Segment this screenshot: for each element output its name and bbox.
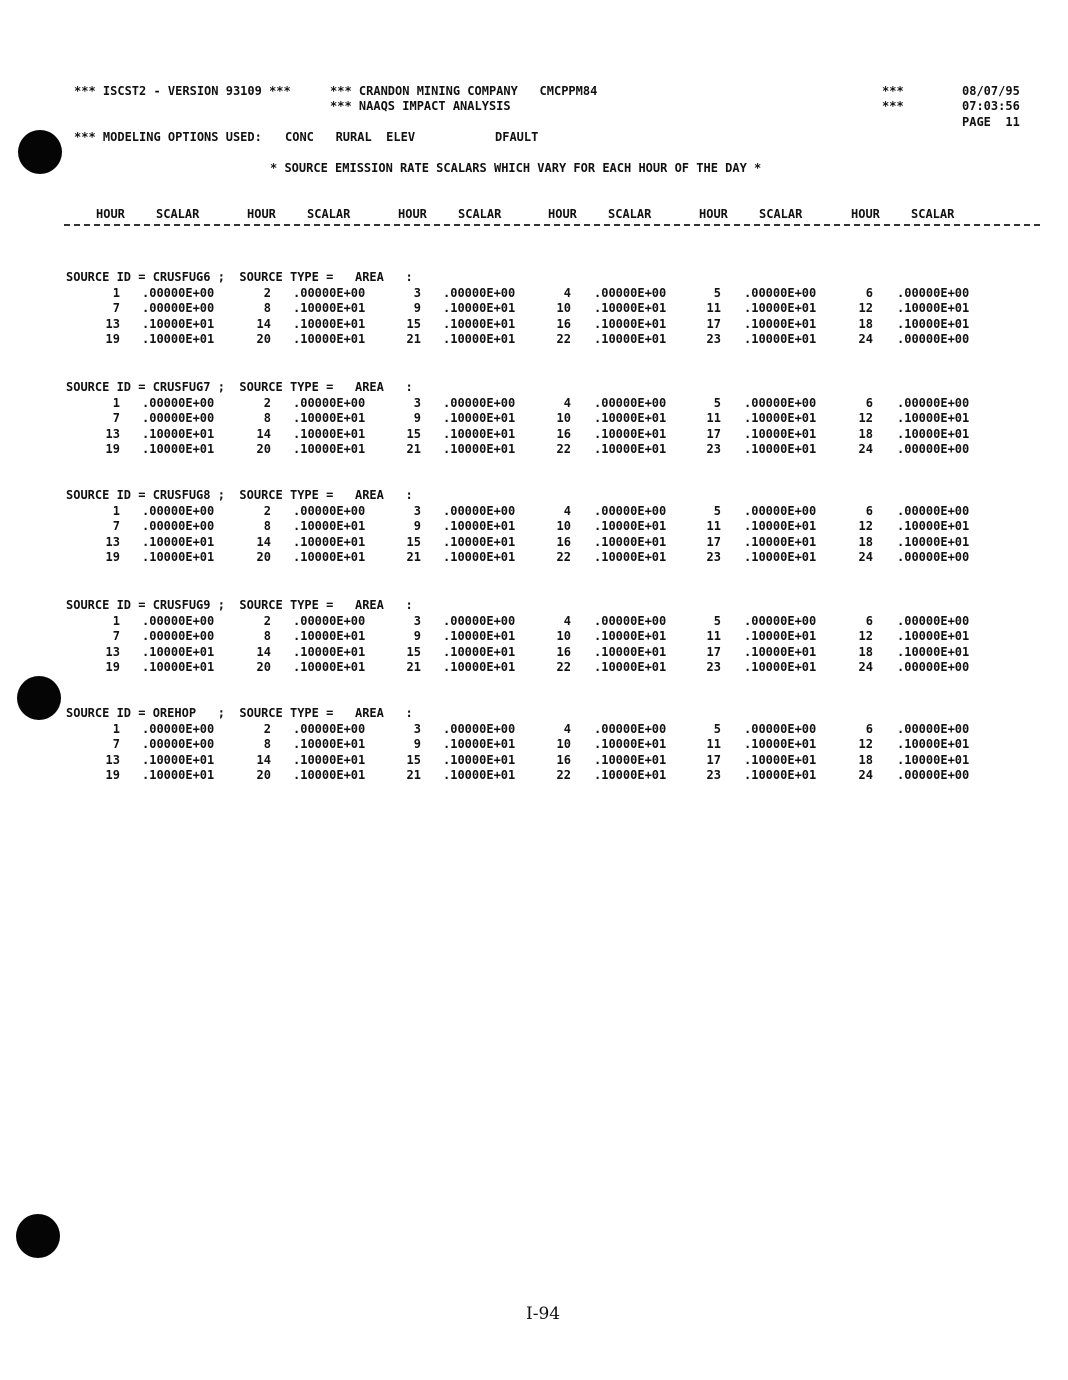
hour-cell: 14 — [256, 427, 271, 441]
scalar-cell: .00000E+00 — [897, 660, 970, 674]
hour-cell: 22 — [556, 442, 571, 456]
hour-cell: 22 — [556, 332, 571, 346]
scalar-cell: .00000E+00 — [142, 301, 215, 315]
hour-cell: 16 — [556, 645, 571, 659]
hour-cell: 4 — [563, 504, 571, 518]
hour-cell: 5 — [713, 286, 721, 300]
scalar-cell: .10000E+01 — [897, 301, 970, 315]
col-hour-6: HOUR — [851, 207, 880, 221]
scalar-cell: .10000E+01 — [594, 550, 667, 564]
scalar-cell: .00000E+00 — [142, 722, 215, 736]
scalar-cell: .00000E+00 — [897, 396, 970, 410]
analysis-line: *** NAAQS IMPACT ANALYSIS — [330, 99, 511, 113]
hour-cell: 20 — [256, 768, 271, 782]
hour-cell: 21 — [406, 442, 421, 456]
hour-cell: 11 — [706, 301, 721, 315]
hour-cell: 14 — [256, 645, 271, 659]
scalar-cell: .10000E+01 — [443, 550, 516, 564]
hour-cell: 14 — [256, 535, 271, 549]
col-scalar-1: SCALAR — [156, 207, 200, 221]
scalar-cell: .10000E+01 — [293, 411, 366, 425]
section-title: * SOURCE EMISSION RATE SCALARS WHICH VARY FOR EACH HOUR OF THE DAY * — [270, 161, 762, 175]
scalar-cell: .10000E+01 — [744, 442, 817, 456]
hour-cell: 23 — [706, 332, 721, 346]
scalar-cell: .10000E+01 — [293, 427, 366, 441]
scalar-cell: .10000E+01 — [443, 317, 516, 331]
hour-cell: 9 — [413, 411, 421, 425]
table-row — [0, 768, 1068, 782]
table-row — [0, 660, 1068, 674]
scalar-cell: .00000E+00 — [897, 768, 970, 782]
scalar-cell: .00000E+00 — [594, 504, 667, 518]
scalar-cell: .00000E+00 — [744, 286, 817, 300]
hour-cell: 15 — [406, 535, 421, 549]
scalar-cell: .00000E+00 — [744, 614, 817, 628]
scalar-cell: .00000E+00 — [443, 396, 516, 410]
scalar-cell: .10000E+01 — [897, 753, 970, 767]
scalar-cell: .00000E+00 — [142, 629, 215, 643]
scalar-cell: .10000E+01 — [897, 629, 970, 643]
scalar-cell: .10000E+01 — [443, 427, 516, 441]
scalar-cell: .10000E+01 — [293, 301, 366, 315]
col-scalar-5: SCALAR — [759, 207, 803, 221]
hour-cell: 24 — [858, 768, 873, 782]
table-row — [0, 411, 1068, 425]
column-header-row — [0, 207, 1068, 221]
hour-cell: 17 — [706, 535, 721, 549]
hour-cell: 17 — [706, 317, 721, 331]
hour-cell: 6 — [865, 722, 873, 736]
hour-cell: 15 — [406, 753, 421, 767]
hour-cell: 13 — [105, 427, 120, 441]
scalar-cell: .10000E+01 — [443, 737, 516, 751]
scalar-cell: .00000E+00 — [142, 504, 215, 518]
scalar-cell: .10000E+01 — [744, 629, 817, 643]
scalar-cell: .10000E+01 — [744, 550, 817, 564]
scalar-cell: .00000E+00 — [293, 504, 366, 518]
hour-cell: 4 — [563, 286, 571, 300]
punch-hole-top — [18, 130, 62, 174]
scalar-cell: .00000E+00 — [443, 504, 516, 518]
col-scalar-3: SCALAR — [458, 207, 502, 221]
hour-cell: 6 — [865, 504, 873, 518]
scalar-cell: .10000E+01 — [897, 411, 970, 425]
table-row — [0, 442, 1068, 456]
hour-cell: 6 — [865, 286, 873, 300]
col-scalar-2: SCALAR — [307, 207, 351, 221]
col-hour-4: HOUR — [548, 207, 577, 221]
hour-cell: 13 — [105, 645, 120, 659]
scalar-cell: .00000E+00 — [142, 286, 215, 300]
scalar-cell: .10000E+01 — [594, 768, 667, 782]
hour-cell: 11 — [706, 737, 721, 751]
hour-cell: 18 — [858, 535, 873, 549]
scalar-cell: .10000E+01 — [594, 427, 667, 441]
program-version: *** ISCST2 - VERSION 93109 *** — [74, 84, 291, 98]
scalar-cell: .10000E+01 — [897, 317, 970, 331]
scalar-cell: .10000E+01 — [443, 629, 516, 643]
scalar-cell: .00000E+00 — [897, 286, 970, 300]
hour-cell: 2 — [263, 504, 271, 518]
run-date: 08/07/95 — [962, 84, 1020, 98]
scalar-cell: .10000E+01 — [293, 550, 366, 564]
hour-cell: 2 — [263, 396, 271, 410]
col-hour-3: HOUR — [398, 207, 427, 221]
scalar-cell: .00000E+00 — [897, 332, 970, 346]
scalar-cell: .00000E+00 — [897, 550, 970, 564]
table-row — [0, 722, 1068, 736]
hour-cell: 8 — [263, 411, 271, 425]
company-line: *** CRANDON MINING COMPANY CMCPPM84 — [330, 84, 598, 98]
hour-cell: 4 — [563, 396, 571, 410]
hour-cell: 19 — [105, 768, 120, 782]
col-hour-2: HOUR — [247, 207, 276, 221]
hour-cell: 9 — [413, 519, 421, 533]
page-label: PAGE 11 — [962, 115, 1020, 129]
scalar-cell: .10000E+01 — [293, 535, 366, 549]
table-row — [0, 332, 1068, 346]
source-label: SOURCE ID = CRUSFUG9 ; SOURCE TYPE = AREA : — [66, 598, 413, 612]
hour-cell: 11 — [706, 519, 721, 533]
hour-cell: 10 — [556, 301, 571, 315]
punch-hole-middle — [17, 676, 61, 720]
hour-cell: 22 — [556, 550, 571, 564]
hour-cell: 20 — [256, 550, 271, 564]
scalar-cell: .10000E+01 — [443, 660, 516, 674]
hour-cell: 18 — [858, 317, 873, 331]
scalar-cell: .10000E+01 — [594, 519, 667, 533]
scalar-cell: .10000E+01 — [293, 629, 366, 643]
hour-cell: 8 — [263, 629, 271, 643]
hour-cell: 10 — [556, 737, 571, 751]
scalar-cell: .10000E+01 — [744, 317, 817, 331]
hour-cell: 4 — [563, 722, 571, 736]
scalar-cell: .10000E+01 — [142, 550, 215, 564]
hour-cell: 1 — [112, 396, 120, 410]
hour-cell: 19 — [105, 660, 120, 674]
scalar-cell: .00000E+00 — [293, 722, 366, 736]
scalar-cell: .10000E+01 — [293, 645, 366, 659]
hour-cell: 1 — [112, 722, 120, 736]
table-row — [0, 645, 1068, 659]
scalar-cell: .00000E+00 — [443, 286, 516, 300]
hour-cell: 7 — [112, 411, 120, 425]
hour-cell: 16 — [556, 317, 571, 331]
scalar-cell: .10000E+01 — [293, 660, 366, 674]
hour-cell: 5 — [713, 722, 721, 736]
scalar-cell: .10000E+01 — [744, 737, 817, 751]
scalar-cell: .10000E+01 — [443, 535, 516, 549]
scalar-cell: .10000E+01 — [142, 427, 215, 441]
punch-hole-bottom — [16, 1214, 60, 1258]
hour-cell: 23 — [706, 550, 721, 564]
col-scalar-4: SCALAR — [608, 207, 652, 221]
hour-cell: 11 — [706, 411, 721, 425]
hour-cell: 4 — [563, 614, 571, 628]
scalar-cell: .00000E+00 — [293, 286, 366, 300]
hour-cell: 18 — [858, 753, 873, 767]
scalar-cell: .10000E+01 — [293, 317, 366, 331]
scalar-cell: .10000E+01 — [142, 332, 215, 346]
hour-cell: 21 — [406, 768, 421, 782]
scalar-cell: .10000E+01 — [293, 442, 366, 456]
scalar-cell: .00000E+00 — [594, 396, 667, 410]
scalar-cell: .10000E+01 — [293, 519, 366, 533]
hour-cell: 12 — [858, 519, 873, 533]
source-label: SOURCE ID = OREHOP ; SOURCE TYPE = AREA : — [66, 706, 413, 720]
table-row — [0, 396, 1068, 410]
scalar-cell: .10000E+01 — [594, 660, 667, 674]
hour-cell: 16 — [556, 535, 571, 549]
hour-cell: 5 — [713, 504, 721, 518]
hour-cell: 15 — [406, 317, 421, 331]
hour-cell: 22 — [556, 768, 571, 782]
scalar-cell: .10000E+01 — [142, 768, 215, 782]
run-time: 07:03:56 — [962, 99, 1020, 113]
scalar-cell: .10000E+01 — [594, 301, 667, 315]
scalar-cell: .00000E+00 — [897, 722, 970, 736]
hour-cell: 18 — [858, 427, 873, 441]
header-stars-1: *** — [882, 84, 904, 98]
table-row — [0, 301, 1068, 315]
hour-cell: 1 — [112, 614, 120, 628]
hour-cell: 2 — [263, 286, 271, 300]
scalar-cell: .00000E+00 — [744, 504, 817, 518]
scalar-cell: .10000E+01 — [744, 301, 817, 315]
table-row — [0, 286, 1068, 300]
table-row — [0, 629, 1068, 643]
col-hour-5: HOUR — [699, 207, 728, 221]
scalar-cell: .10000E+01 — [744, 427, 817, 441]
hour-cell: 16 — [556, 753, 571, 767]
scalar-cell: .00000E+00 — [142, 737, 215, 751]
hour-cell: 24 — [858, 332, 873, 346]
hour-cell: 13 — [105, 753, 120, 767]
scalar-cell: .10000E+01 — [594, 442, 667, 456]
scalar-cell: .10000E+01 — [594, 332, 667, 346]
scalar-cell: .10000E+01 — [443, 411, 516, 425]
scalar-cell: .10000E+01 — [142, 535, 215, 549]
col-hour-1: HOUR — [96, 207, 125, 221]
hour-cell: 17 — [706, 645, 721, 659]
scalar-cell: .10000E+01 — [293, 332, 366, 346]
hour-cell: 13 — [105, 317, 120, 331]
scalar-cell: .10000E+01 — [293, 768, 366, 782]
scalar-cell: .10000E+01 — [594, 411, 667, 425]
scalar-cell: .00000E+00 — [897, 442, 970, 456]
hour-cell: 21 — [406, 332, 421, 346]
scalar-cell: .10000E+01 — [594, 753, 667, 767]
hour-cell: 23 — [706, 660, 721, 674]
source-label: SOURCE ID = CRUSFUG8 ; SOURCE TYPE = AREA : — [66, 488, 413, 502]
scalar-cell: .00000E+00 — [744, 722, 817, 736]
hour-cell: 3 — [413, 286, 421, 300]
scalar-cell: .10000E+01 — [897, 535, 970, 549]
hour-cell: 14 — [256, 753, 271, 767]
hour-cell: 12 — [858, 629, 873, 643]
hour-cell: 21 — [406, 660, 421, 674]
hour-cell: 10 — [556, 629, 571, 643]
hour-cell: 9 — [413, 301, 421, 315]
hour-cell: 13 — [105, 535, 120, 549]
hour-cell: 14 — [256, 317, 271, 331]
page-number: I-94 — [526, 1304, 561, 1324]
hour-cell: 6 — [865, 396, 873, 410]
scalar-cell: .00000E+00 — [443, 722, 516, 736]
hour-cell: 7 — [112, 519, 120, 533]
hour-cell: 16 — [556, 427, 571, 441]
hour-cell: 9 — [413, 629, 421, 643]
dfault-option: DFAULT — [495, 130, 539, 144]
scalar-cell: .10000E+01 — [897, 645, 970, 659]
hour-cell: 21 — [406, 550, 421, 564]
scalar-cell: .00000E+00 — [142, 396, 215, 410]
scalar-cell: .00000E+00 — [142, 411, 215, 425]
scalar-cell: .10000E+01 — [744, 768, 817, 782]
scalar-cell: .10000E+01 — [443, 301, 516, 315]
hour-cell: 3 — [413, 614, 421, 628]
scalar-cell: .10000E+01 — [443, 768, 516, 782]
dashed-separator — [64, 224, 1040, 226]
scalar-cell: .10000E+01 — [142, 753, 215, 767]
hour-cell: 5 — [713, 396, 721, 410]
hour-cell: 8 — [263, 301, 271, 315]
hour-cell: 3 — [413, 396, 421, 410]
scalar-cell: .10000E+01 — [293, 737, 366, 751]
scalar-cell: .10000E+01 — [142, 442, 215, 456]
hour-cell: 20 — [256, 442, 271, 456]
hour-cell: 12 — [858, 411, 873, 425]
table-row — [0, 753, 1068, 767]
table-row — [0, 535, 1068, 549]
scalar-cell: .10000E+01 — [142, 660, 215, 674]
scalar-cell: .10000E+01 — [744, 332, 817, 346]
scalar-cell: .10000E+01 — [443, 753, 516, 767]
hour-cell: 2 — [263, 722, 271, 736]
scalar-cell: .10000E+01 — [443, 519, 516, 533]
hour-cell: 19 — [105, 550, 120, 564]
hour-cell: 10 — [556, 519, 571, 533]
table-row — [0, 614, 1068, 628]
hour-cell: 2 — [263, 614, 271, 628]
table-row — [0, 737, 1068, 751]
table-row — [0, 550, 1068, 564]
scalar-cell: .10000E+01 — [744, 753, 817, 767]
scalar-cell: .10000E+01 — [443, 332, 516, 346]
scalar-cell: .00000E+00 — [744, 396, 817, 410]
hour-cell: 18 — [858, 645, 873, 659]
source-label: SOURCE ID = CRUSFUG6 ; SOURCE TYPE = AREA : — [66, 270, 413, 284]
hour-cell: 3 — [413, 504, 421, 518]
table-row — [0, 317, 1068, 331]
scalar-cell: .10000E+01 — [594, 629, 667, 643]
table-row — [0, 519, 1068, 533]
hour-cell: 8 — [263, 737, 271, 751]
hour-cell: 12 — [858, 737, 873, 751]
scalar-cell: .10000E+01 — [744, 660, 817, 674]
hour-cell: 6 — [865, 614, 873, 628]
hour-cell: 20 — [256, 332, 271, 346]
scalar-cell: .10000E+01 — [744, 411, 817, 425]
hour-cell: 20 — [256, 660, 271, 674]
scalar-cell: .10000E+01 — [897, 737, 970, 751]
hour-cell: 19 — [105, 442, 120, 456]
hour-cell: 5 — [713, 614, 721, 628]
scalar-cell: .10000E+01 — [897, 427, 970, 441]
scalar-cell: .10000E+01 — [744, 519, 817, 533]
hour-cell: 15 — [406, 427, 421, 441]
scalar-cell: .10000E+01 — [594, 645, 667, 659]
hour-cell: 15 — [406, 645, 421, 659]
hour-cell: 17 — [706, 753, 721, 767]
header-stars-2: *** — [882, 99, 904, 113]
scalar-cell: .10000E+01 — [744, 535, 817, 549]
hour-cell: 7 — [112, 301, 120, 315]
hour-cell: 23 — [706, 768, 721, 782]
table-row — [0, 504, 1068, 518]
scalar-cell: .10000E+01 — [594, 737, 667, 751]
scalar-cell: .10000E+01 — [744, 645, 817, 659]
scalar-cell: .00000E+00 — [142, 519, 215, 533]
scalar-cell: .00000E+00 — [293, 396, 366, 410]
scalar-cell: .10000E+01 — [594, 317, 667, 331]
hour-cell: 3 — [413, 722, 421, 736]
scalar-cell: .00000E+00 — [594, 614, 667, 628]
hour-cell: 24 — [858, 660, 873, 674]
hour-cell: 8 — [263, 519, 271, 533]
hour-cell: 12 — [858, 301, 873, 315]
scalar-cell: .00000E+00 — [594, 722, 667, 736]
scalar-cell: .10000E+01 — [142, 317, 215, 331]
table-row — [0, 427, 1068, 441]
scalar-cell: .00000E+00 — [443, 614, 516, 628]
hour-cell: 1 — [112, 504, 120, 518]
scalar-cell: .00000E+00 — [293, 614, 366, 628]
hour-cell: 23 — [706, 442, 721, 456]
hour-cell: 11 — [706, 629, 721, 643]
scalar-cell: .00000E+00 — [594, 286, 667, 300]
col-scalar-6: SCALAR — [911, 207, 955, 221]
scalar-cell: .00000E+00 — [142, 614, 215, 628]
scalar-cell: .00000E+00 — [897, 614, 970, 628]
hour-cell: 17 — [706, 427, 721, 441]
scalar-cell: .10000E+01 — [443, 442, 516, 456]
scalar-cell: .10000E+01 — [142, 645, 215, 659]
hour-cell: 24 — [858, 442, 873, 456]
scalar-cell: .10000E+01 — [594, 535, 667, 549]
scalar-cell: .10000E+01 — [443, 645, 516, 659]
hour-cell: 7 — [112, 737, 120, 751]
modeling-options: CONC RURAL ELEV — [285, 130, 416, 144]
hour-cell: 7 — [112, 629, 120, 643]
hour-cell: 1 — [112, 286, 120, 300]
scalar-cell: .10000E+01 — [293, 753, 366, 767]
scalar-cell: .10000E+01 — [897, 519, 970, 533]
hour-cell: 9 — [413, 737, 421, 751]
hour-cell: 19 — [105, 332, 120, 346]
hour-cell: 22 — [556, 660, 571, 674]
source-label: SOURCE ID = CRUSFUG7 ; SOURCE TYPE = AREA : — [66, 380, 413, 394]
modeling-options-label: *** MODELING OPTIONS USED: — [74, 130, 262, 144]
hour-cell: 10 — [556, 411, 571, 425]
scalar-cell: .00000E+00 — [897, 504, 970, 518]
hour-cell: 24 — [858, 550, 873, 564]
